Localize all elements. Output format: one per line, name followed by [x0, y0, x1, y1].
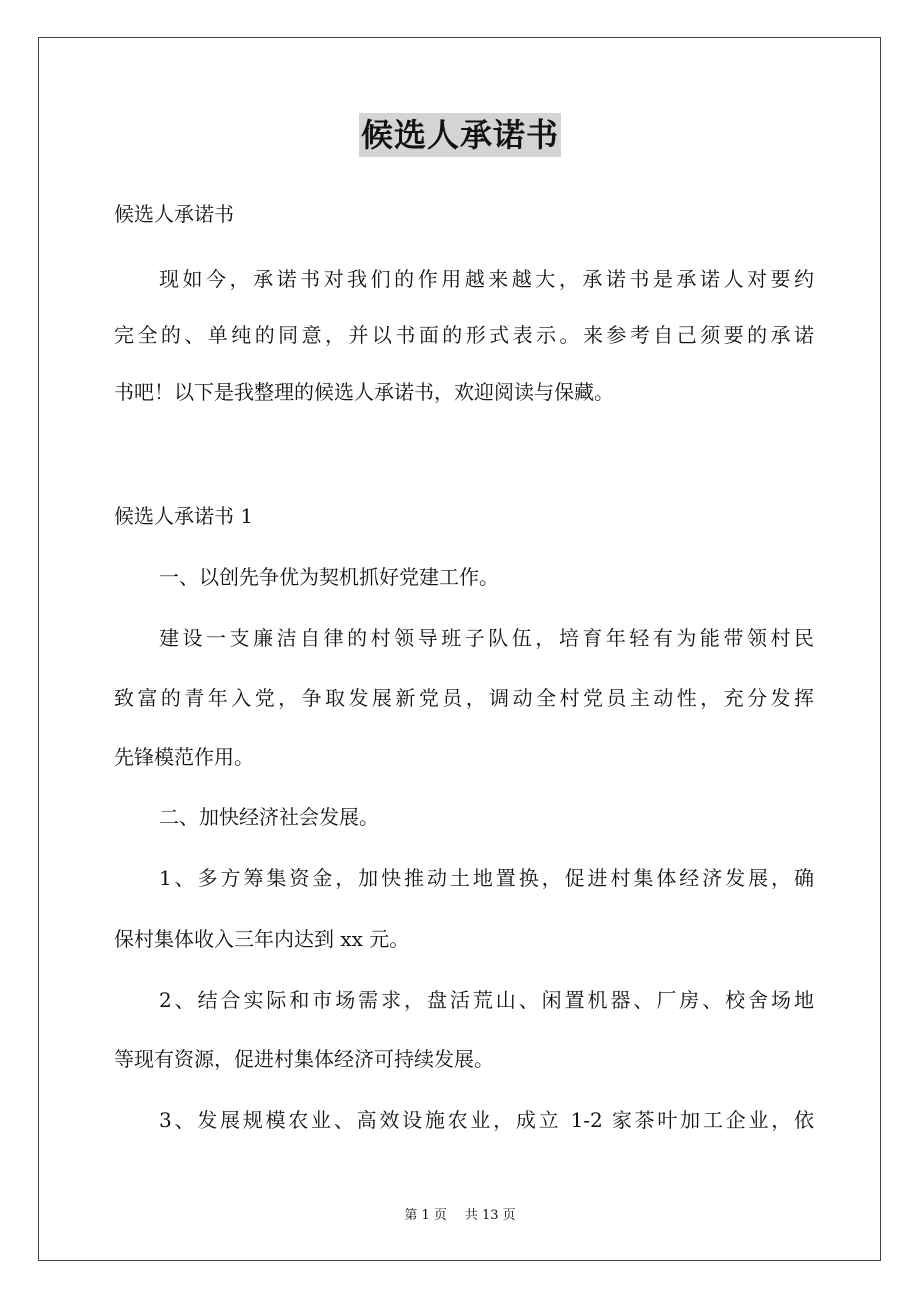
paragraph-line: 先锋模范作用。 — [114, 745, 254, 769]
paragraph-line: 等现有资源，促进村集体经济可持续发展。 — [114, 1047, 494, 1071]
paragraph-line: 现如今，承诺书对我们的作用越来越大，承诺书是承诺人对要约 — [159, 267, 814, 291]
paragraph-line: 完全的、单纯的同意，并以书面的形式表示。来参考自己须要的承诺 — [114, 323, 814, 347]
paragraph-line: 保村集体收入三年内达到 xx 元。 — [114, 927, 410, 951]
section-heading: 候选人承诺书 — [114, 202, 234, 226]
paragraph-line: 二、加快经济社会发展。 — [159, 805, 379, 829]
section-heading: 候选人承诺书 1 — [114, 504, 254, 528]
paragraph-line: 2、结合实际和市场需求，盘活荒山、闲置机器、厂房、校舍场地 — [159, 988, 814, 1012]
page-footer — [0, 1206, 920, 1226]
paragraph-line: 书吧！以下是我整理的候选人承诺书，欢迎阅读与保藏。 — [114, 380, 614, 404]
paragraph-line: 建设一支廉洁自律的村领导班子队伍，培育年轻有为能带领村民 — [159, 626, 814, 650]
page-number: 第 1 页 — [404, 1208, 447, 1223]
paragraph-line: 致富的青年入党，争取发展新党员，调动全村党员主动性，充分发挥 — [114, 686, 814, 710]
document-title: 候选人承诺书 — [0, 113, 920, 157]
paragraph-line: 3、发展规模农业、高效设施农业，成立 1-2 家茶叶加工企业，依 — [159, 1108, 814, 1132]
paragraph-line: 1、多方筹集资金，加快推动土地置换，促进村集体经济发展，确 — [159, 866, 814, 890]
page-total: 共 13 页 — [464, 1208, 516, 1223]
paragraph-line: 一、以创先争优为契机抓好党建工作。 — [159, 565, 499, 589]
